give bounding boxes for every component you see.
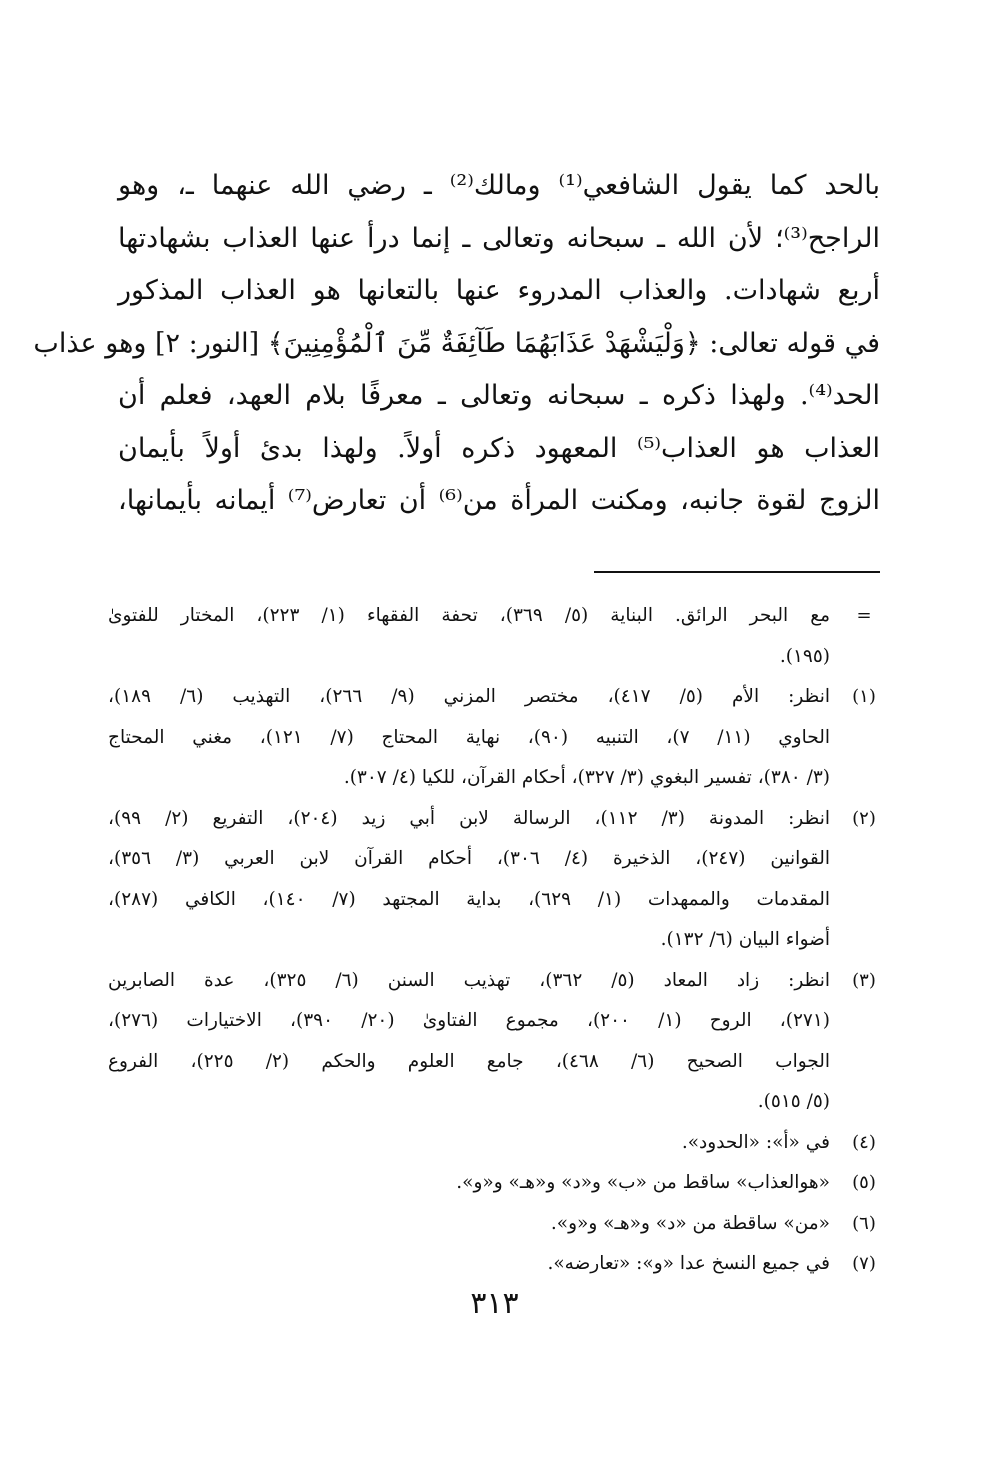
footnotes	[108, 596, 898, 1285]
footnote-marker: (٢)	[852, 807, 876, 829]
footnote-line: انظر: الأم (٥/ ٤١٧)، مختصر المزني (٩/ ٢٦٦)، التهذيب (٦/ ١٨٩)،	[108, 686, 831, 707]
footnote-2	[108, 799, 898, 961]
footnote-marker: (٤)	[852, 1131, 876, 1153]
footnote-continuation	[108, 596, 898, 677]
footnote-line: انظر: زاد المعاد (٥/ ٣٦٢)، تهذيب السنن (٦/ ٣٢٥)، عدة الصابرين	[108, 969, 830, 991]
footnote-line: (٢٧١)، الروح (١/ ٢٠٠)، مجموع الفتاوىٰ (٢٠/ ٣٩٠)، الاختيارات (٢٧٦)،	[108, 1010, 830, 1031]
main-text-block	[33, 160, 881, 528]
footnote-line: القوانين (٢٤٧)، الذخيرة (٤/ ٣٠٦)، أحكام القرآن لابن العربي (٣/ ٣٥٦)،	[108, 848, 830, 869]
page-number: ٣١٣	[470, 1286, 519, 1321]
main-text-line: أربع شهادات. والعذاب المدروء عنها بالتعانها هو العذاب المذكور	[118, 275, 880, 306]
footnote-marker: (٥)	[852, 1172, 876, 1193]
footnote-marker: (٧)	[852, 1253, 876, 1274]
footnote-7	[108, 1244, 898, 1285]
footnote-3	[108, 961, 898, 1123]
main-text-line: العذاب هو العذاب⁽⁵⁾ المعهود ذكره أولاً. ولهذا بدئ أولاً بأيمان	[118, 432, 880, 464]
footnote-line: في «أ»: «الحدود».	[681, 1131, 830, 1153]
footnote-separator	[594, 571, 880, 573]
footnote-marker: (٣)	[852, 969, 876, 991]
footnote-line: المقدمات والممهدات (١/ ٦٢٩)، بداية المجتهد (٧/ ١٤٠)، الكافي (٢٨٧)،	[108, 888, 830, 910]
footnote-line: في جميع النسخ عدا «و»: «تعارضه».	[547, 1253, 830, 1274]
footnote-marker: (١)	[852, 686, 876, 707]
footnote-line: «هوالعذاب» ساقط من «ب» و«د» و«هـ» و«و».	[456, 1172, 830, 1193]
main-text-line: الحد⁽⁴⁾. ولهذا ذكره ـ سبحانه وتعالى ـ معرفًا بلام العهد، فعلم أن	[118, 380, 880, 411]
footnote-1	[108, 677, 898, 799]
footnote-4	[108, 1123, 898, 1164]
main-text-line: في قوله تعالى: ﴿وَلْيَشْهَدْ عَذَابَهُمَا طَآئِفَةٌ مِّنَ ٱلْمُؤْمِنِينَ﴾ [النور: ٢] وهو عذاب	[33, 327, 880, 359]
footnote-line: (١٩٥).	[779, 645, 830, 667]
footnote-line: «من» ساقطة من «د» و«هـ» و«و».	[550, 1212, 830, 1234]
main-text-line: الراجح⁽³⁾؛ لأن الله ـ سبحانه وتعالى ـ إنما درأ عنها العذاب بشهادتها	[118, 222, 880, 254]
footnote-line: انظر: المدونة (٣/ ١١٢)، الرسالة لابن أبي زيد (٢٠٤)، التفريع (٢/ ٩٩)،	[108, 807, 830, 829]
footnote-line: (٥/ ٥١٥).	[757, 1091, 830, 1112]
main-text-line: بالحد كما يقول الشافعي⁽¹⁾ ومالك⁽²⁾ ـ رضي الله عنهما ـ، وهو	[118, 170, 881, 201]
footnote-line: مع البحر الرائق. البناية (٥/ ٣٦٩)، تحفة الفقهاء (١/ ٢٢٣)، المختار للفتوىٰ	[108, 605, 830, 626]
footnote-line: الجواب الصحيح (٦/ ٤٦٨)، جامع العلوم والحكم (٢/ ٢٢٥)، الفروع	[108, 1050, 830, 1072]
footnote-6	[108, 1204, 898, 1245]
footnote-marker: (٦)	[852, 1212, 876, 1234]
footnote-line: (٣/ ٣٨٠)، تفسير البغوي (٣/ ٣٢٧)، أحكام القرآن، للكيا (٤/ ٣٠٧).	[343, 767, 830, 788]
footnote-line: الحاوي (١١/ ٧)، التنبيه (٩٠)، نهاية المحتاج (٧/ ١٢١)، مغني المحتاج	[108, 726, 830, 748]
footnote-line: أضواء البيان (٦/ ١٣٢).	[660, 929, 830, 950]
main-text-line: الزوج لقوة جانبه، ومكنت المرأة من⁽⁶⁾ أن تعارض⁽⁷⁾ أيمانه بأيمانها،	[118, 485, 880, 516]
footnote-marker: =	[856, 605, 872, 626]
footnote-5	[108, 1163, 898, 1204]
